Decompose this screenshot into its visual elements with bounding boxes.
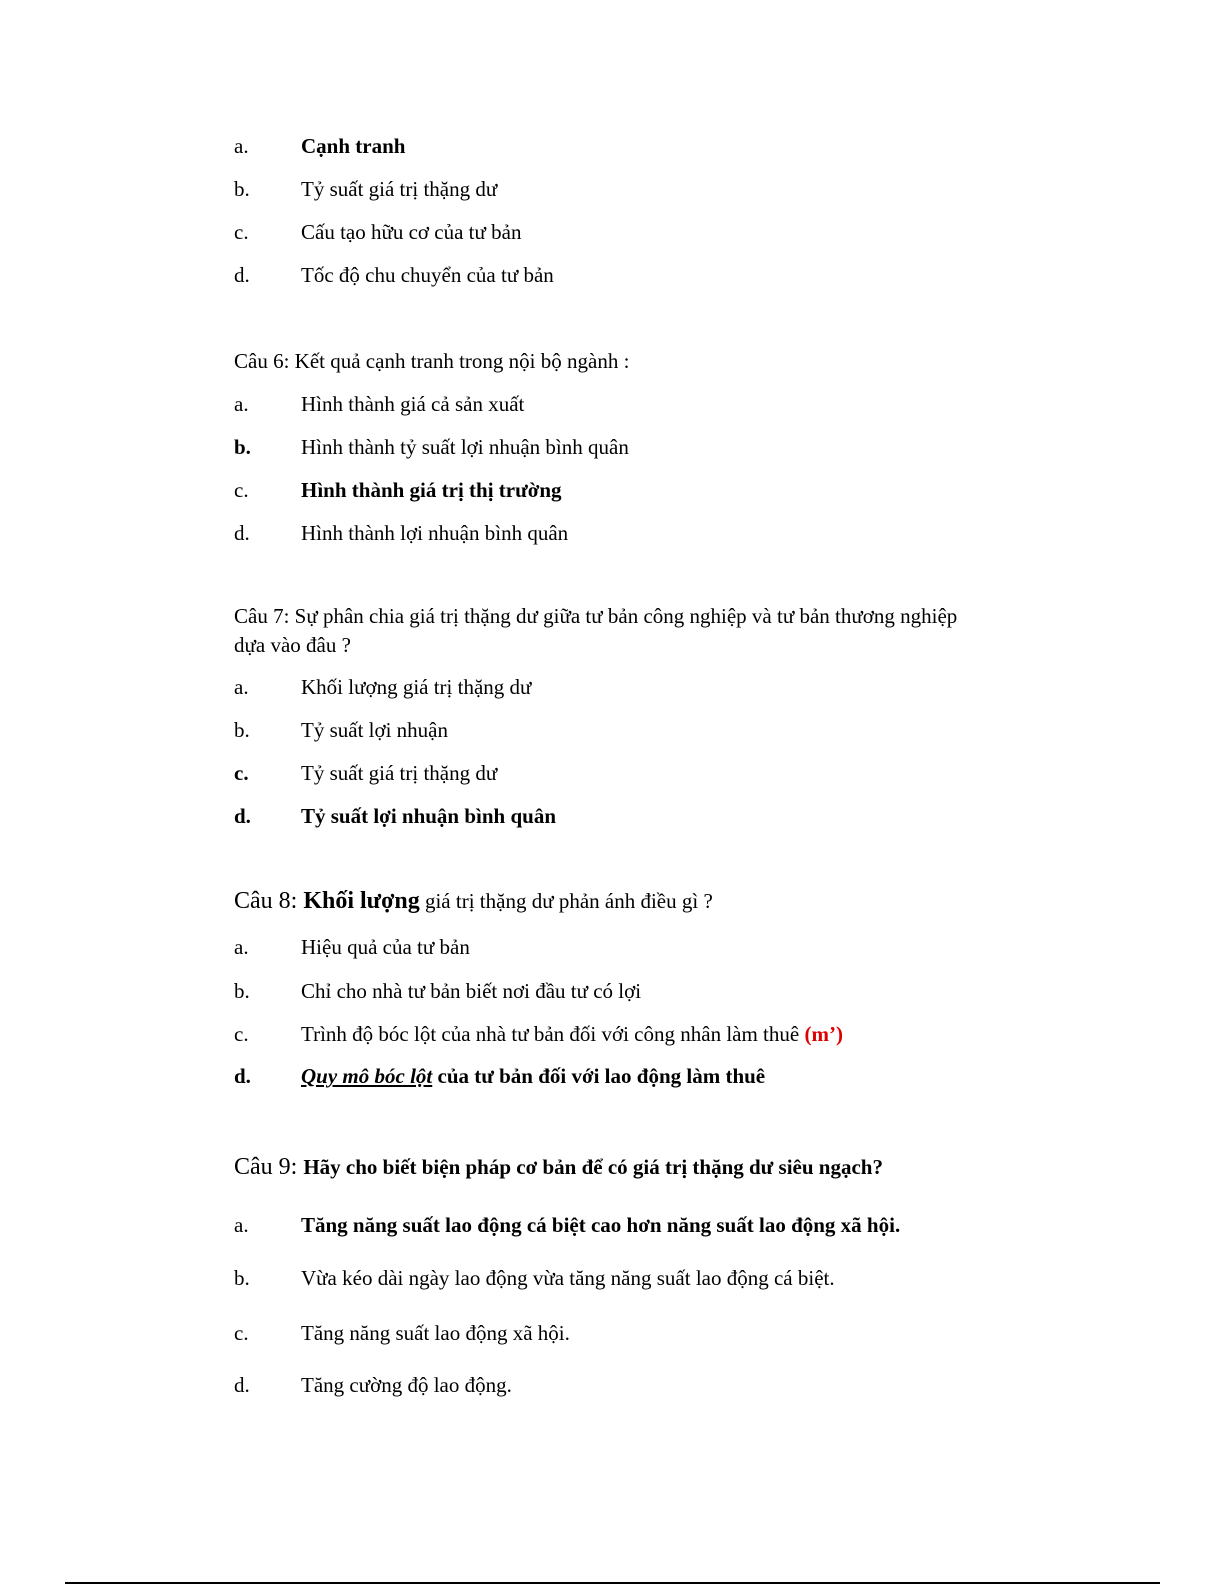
option-letter: c.: [234, 1321, 249, 1345]
q5-option-a[interactable]: [234, 133, 405, 159]
q6-option-d[interactable]: [234, 520, 568, 546]
question-prefix: Câu 8:: [234, 888, 304, 914]
option-text: Hình thành giá cả sản xuất: [301, 392, 525, 416]
option-letter: a.: [234, 392, 249, 416]
option-text: Tỷ suất lợi nhuận: [301, 718, 448, 742]
option-note: (m’): [804, 1022, 843, 1046]
q9-option-b[interactable]: [234, 1265, 835, 1291]
option-text: Trình độ bóc lột của nhà tư bản đối với công nhân làm thuê: [301, 1022, 805, 1046]
option-text: của tư bản đối với lao động làm thuê: [432, 1064, 766, 1088]
option-letter: b.: [234, 718, 250, 742]
option-text: Hình thành giá trị thị trường: [301, 478, 562, 502]
question-prefix: Câu 9:: [234, 1154, 304, 1180]
option-text: Hình thành lợi nhuận bình quân: [301, 521, 569, 545]
option-text: Tốc độ chu chuyển của tư bản: [301, 263, 554, 287]
question-bold: Khối lượng: [303, 888, 420, 914]
option-text: Hiệu quả của tư bản: [301, 935, 470, 959]
q6-option-b[interactable]: [234, 434, 629, 460]
option-letter: d.: [234, 263, 250, 287]
option-letter: c.: [234, 478, 249, 502]
option-text: Cạnh tranh: [301, 134, 406, 158]
question-rest: giá trị thặng dư phản ánh điều gì ?: [419, 889, 713, 913]
q7-question-line2: dựa vào đâu ?: [234, 633, 351, 657]
option-letter: c.: [234, 1022, 249, 1046]
option-letter: c.: [234, 220, 249, 244]
option-letter: a.: [234, 935, 249, 959]
q9-option-c[interactable]: [234, 1320, 570, 1346]
q7-question-line1: Câu 7: Sự phân chia giá trị thặng dư giữa tư bản công nghiệp và tư bản thương nghiệp: [234, 604, 958, 628]
option-text: Khối lượng giá trị thặng dư: [301, 675, 532, 699]
option-text: Vừa kéo dài ngày lao động vừa tăng năng suất lao động cá biệt.: [301, 1266, 835, 1290]
q7-option-c[interactable]: [234, 760, 497, 786]
q5-option-d[interactable]: [234, 262, 554, 288]
option-text: Tỷ suất giá trị thặng dư: [301, 177, 498, 201]
question-bold: Hãy cho biết biện pháp cơ bản để có giá trị thặng dư siêu ngạch?: [303, 1155, 883, 1179]
q8-option-a[interactable]: [234, 934, 470, 960]
q9-question: [234, 1154, 883, 1180]
option-text: Tăng năng suất lao động xã hội.: [301, 1321, 570, 1345]
option-letter: c.: [234, 761, 249, 785]
q8-option-c[interactable]: [234, 1021, 843, 1047]
option-text: Tăng cường độ lao động.: [301, 1373, 512, 1397]
option-letter: d.: [234, 1064, 251, 1088]
option-text: Cấu tạo hữu cơ của tư bản: [301, 220, 522, 244]
option-text: Chỉ cho nhà tư bản biết nơi đầu tư có lợi: [301, 979, 642, 1003]
q7-option-a[interactable]: [234, 674, 531, 700]
option-letter: b.: [234, 177, 250, 201]
option-letter: d.: [234, 1373, 250, 1397]
option-letter: a.: [234, 134, 249, 158]
q6-option-a[interactable]: [234, 391, 524, 417]
option-text: Hình thành tỷ suất lợi nhuận bình quân: [301, 435, 629, 459]
q7-option-d[interactable]: [234, 803, 556, 829]
option-text: Tỷ suất lợi nhuận bình quân: [301, 804, 557, 828]
q8-option-d[interactable]: [234, 1063, 765, 1089]
q8-option-b[interactable]: [234, 978, 641, 1004]
option-text: Tỷ suất giá trị thặng dư: [301, 761, 498, 785]
q5-option-b[interactable]: [234, 176, 497, 202]
option-text-emphasis: Quy mô bóc lột: [301, 1064, 433, 1088]
page-bottom-rule: [65, 1582, 1160, 1584]
q7-option-b[interactable]: [234, 717, 448, 743]
option-letter: b.: [234, 1266, 250, 1290]
option-text: Tăng năng suất lao động cá biệt cao hơn năng suất lao động xã hội.: [301, 1213, 901, 1237]
option-letter: b.: [234, 979, 250, 1003]
option-letter: b.: [234, 435, 251, 459]
q6-option-c[interactable]: [234, 477, 562, 503]
option-letter: d.: [234, 804, 251, 828]
option-letter: a.: [234, 675, 249, 699]
q6-question: Câu 6: Kết quả cạnh tranh trong nội bộ ngành :: [234, 349, 630, 373]
q5-option-c[interactable]: [234, 219, 521, 245]
q9-option-a[interactable]: [234, 1212, 900, 1238]
q9-option-d[interactable]: [234, 1372, 512, 1398]
q8-question: [234, 888, 713, 914]
option-letter: d.: [234, 521, 250, 545]
option-letter: a.: [234, 1213, 249, 1237]
